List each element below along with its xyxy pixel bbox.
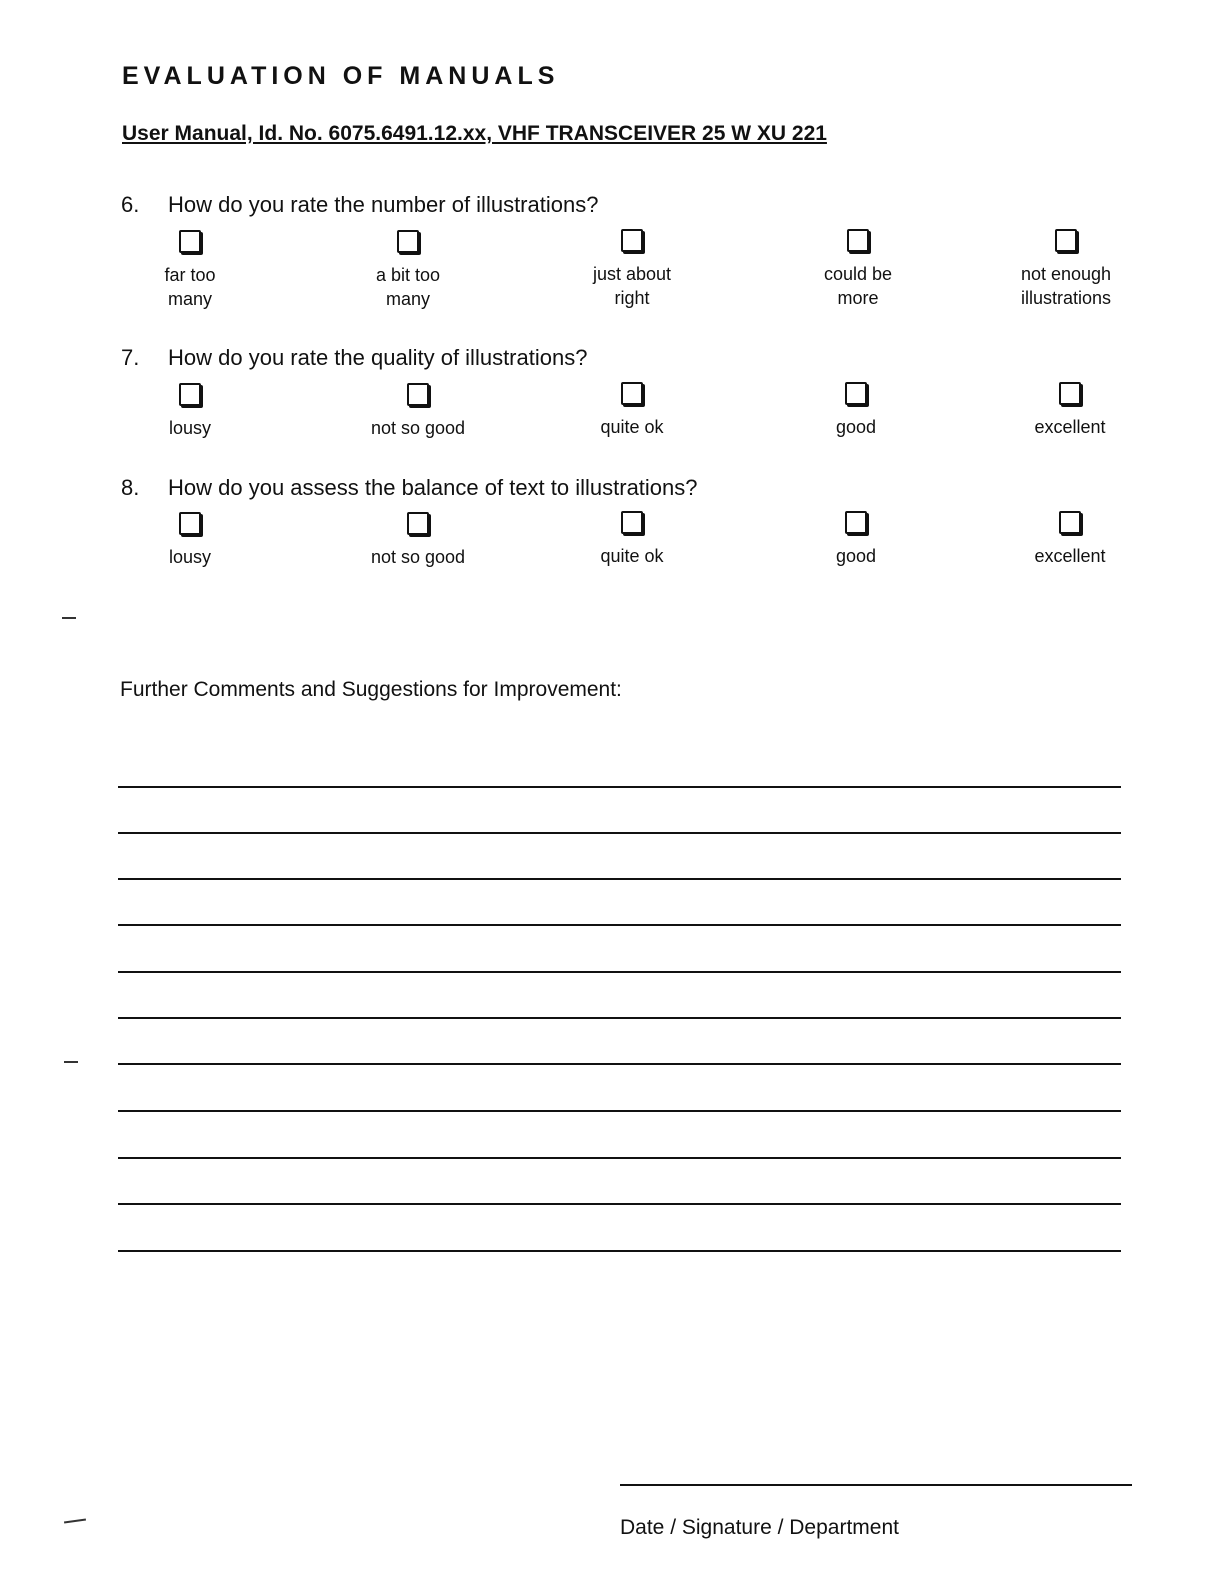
comment-line[interactable] bbox=[118, 1203, 1121, 1205]
option-label: far too many bbox=[164, 265, 216, 309]
comment-line[interactable] bbox=[118, 1063, 1121, 1065]
option-good[interactable] bbox=[766, 511, 946, 568]
option-label: quite ok bbox=[600, 546, 664, 566]
option-label: excellent bbox=[1034, 546, 1106, 566]
option-good[interactable] bbox=[766, 382, 946, 439]
option-quite-ok[interactable] bbox=[542, 382, 722, 439]
option-label: lousy bbox=[168, 547, 212, 567]
checkbox[interactable] bbox=[1059, 382, 1081, 405]
question-number: 8. bbox=[121, 475, 140, 500]
comment-line[interactable] bbox=[118, 1110, 1121, 1112]
question-number: 7. bbox=[121, 345, 140, 370]
comment-line[interactable] bbox=[118, 832, 1121, 834]
checkbox[interactable] bbox=[847, 229, 869, 252]
option-far-too-many[interactable] bbox=[100, 230, 280, 311]
checkbox[interactable] bbox=[845, 382, 867, 405]
checkbox[interactable] bbox=[621, 382, 643, 405]
question-text: How do you rate the number of illustrations? bbox=[168, 192, 599, 217]
checkbox[interactable] bbox=[179, 383, 201, 406]
signature-line[interactable] bbox=[620, 1484, 1132, 1486]
checkbox[interactable] bbox=[179, 512, 201, 535]
checkbox[interactable] bbox=[397, 230, 419, 253]
question-text: How do you assess the balance of text to illustrations? bbox=[168, 475, 698, 500]
checkbox[interactable] bbox=[845, 511, 867, 534]
option-label: not so good bbox=[370, 547, 466, 567]
option-lousy[interactable] bbox=[100, 383, 280, 440]
question-text: How do you rate the quality of illustrations? bbox=[168, 345, 588, 370]
option-not-enough-illustrations[interactable] bbox=[976, 229, 1156, 310]
option-label: not enough illustrations bbox=[1020, 264, 1112, 308]
option-label: just about right bbox=[592, 264, 672, 308]
checkbox[interactable] bbox=[1059, 511, 1081, 534]
question-number: 6. bbox=[121, 192, 140, 217]
comment-line[interactable] bbox=[118, 1250, 1121, 1252]
manual-id-subtitle: User Manual, Id. No. 6075.6491.12.xx, VHF TRANSCEIVER 25 W XU 221 bbox=[122, 122, 827, 145]
margin-mark bbox=[62, 617, 76, 619]
comments-heading: Further Comments and Suggestions for Improvement: bbox=[120, 678, 622, 701]
comment-line[interactable] bbox=[118, 1017, 1121, 1019]
option-label: quite ok bbox=[600, 417, 664, 437]
checkbox[interactable] bbox=[621, 229, 643, 252]
comment-line[interactable] bbox=[118, 924, 1121, 926]
option-label: a bit too many bbox=[375, 265, 441, 309]
page-title: EVALUATION OF MANUALS bbox=[122, 62, 560, 90]
checkbox[interactable] bbox=[407, 383, 429, 406]
option-lousy[interactable] bbox=[100, 512, 280, 569]
checkbox[interactable] bbox=[179, 230, 201, 253]
option-quite-ok[interactable] bbox=[542, 511, 722, 568]
option-label: lousy bbox=[168, 418, 212, 438]
option-excellent[interactable] bbox=[980, 382, 1160, 439]
option-label: excellent bbox=[1034, 417, 1106, 437]
signature-label: Date / Signature / Department bbox=[620, 1516, 899, 1539]
checkbox[interactable] bbox=[621, 511, 643, 534]
comment-line[interactable] bbox=[118, 1157, 1121, 1159]
margin-mark bbox=[64, 1518, 86, 1523]
option-label: good bbox=[835, 417, 877, 437]
option-excellent[interactable] bbox=[980, 511, 1160, 568]
comment-line[interactable] bbox=[118, 878, 1121, 880]
option-label: not so good bbox=[370, 418, 466, 438]
checkbox[interactable] bbox=[407, 512, 429, 535]
margin-mark bbox=[64, 1061, 78, 1063]
option-just-about-right[interactable] bbox=[542, 229, 722, 310]
checkbox[interactable] bbox=[1055, 229, 1077, 252]
option-label: good bbox=[835, 546, 877, 566]
option-a-bit-too-many[interactable] bbox=[318, 230, 498, 311]
option-label: could be more bbox=[823, 264, 893, 308]
option-not-so-good[interactable] bbox=[328, 383, 508, 440]
option-not-so-good[interactable] bbox=[328, 512, 508, 569]
comment-line[interactable] bbox=[118, 971, 1121, 973]
option-could-be-more[interactable] bbox=[768, 229, 948, 310]
comment-line[interactable] bbox=[118, 786, 1121, 788]
